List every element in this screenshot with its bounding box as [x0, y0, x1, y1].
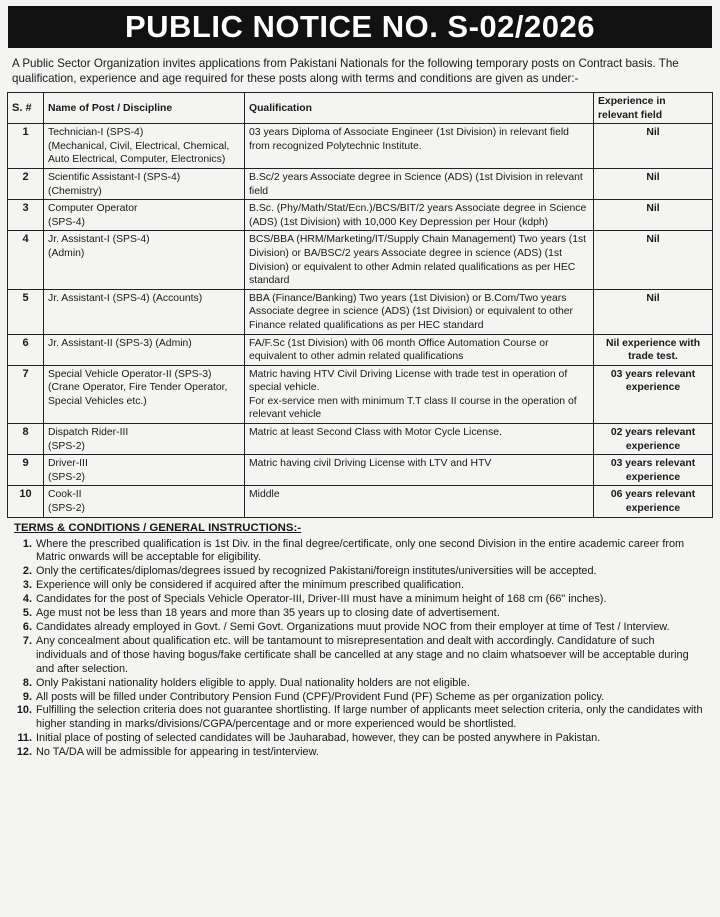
- table-row: [8, 124, 713, 169]
- row-post-discipline: (SPS-2): [48, 471, 85, 483]
- row-post-name-cell: [44, 365, 245, 423]
- terms-item: [14, 677, 708, 691]
- terms-item: [14, 579, 708, 593]
- terms-item-text: Experience will only be considered if acquired after the minimum prescribed qualification.: [36, 579, 464, 592]
- terms-item: [14, 607, 708, 621]
- row-sno: 3: [8, 200, 44, 231]
- table-row: [8, 200, 713, 231]
- terms-item-text: All posts will be filled under Contributory Pension Fund (CPF)/Provident Fund (PF) Scheme as per organization policy.: [36, 690, 605, 703]
- notice-title: PUBLIC NOTICE NO. S-02/2026: [8, 6, 712, 48]
- terms-item-text: Fulfilling the selection criteria does not guarantee shortlisting. If large number of applicants meet selection criteria, only the candidates with higher standing in marks/divisions/CGPA/percentage and or more experienced would be shortlisted.: [36, 704, 703, 731]
- terms-item-number: 7.: [22, 634, 32, 647]
- row-post-name-cell: [44, 231, 245, 289]
- terms-item-number: 10.: [16, 704, 32, 717]
- row-qualification-cell: [245, 168, 594, 199]
- row-post-discipline: (Mechanical, Civil, Electrical, Chemical, Auto Electrical, Computer, Electronics): [48, 140, 230, 166]
- terms-item-text: Where the prescribed qualification is 1st Div. in the final degree/certificate, only one second Division in the entire academic career from Matric onwards will be acceptable for eligibility.: [36, 537, 685, 564]
- row-qualification-cell: [245, 334, 594, 365]
- row-qualification: BCS/BBA (HRM/Marketing/IT/Supply Chain Management) Two years (1st Division) or BA/BSC/2 years Associate degree in science (ADS) (1st Division) or equivalent to other Admin related qualifications as per HEC standard: [249, 234, 587, 287]
- terms-item-text: Initial place of posting of selected candidates will be Jauharabad, however, they can be posted anywhere in Pakistan.: [36, 732, 601, 745]
- row-sno: 7: [8, 365, 44, 423]
- row-post-discipline: (Crane Operator, Fire Tender Operator, Special Vehicles etc.): [48, 382, 228, 407]
- row-sno: 9: [8, 455, 44, 486]
- row-qualification: BBA (Finance/Banking) Two years (1st Division) or B.Com/Two years Associate degree in science (ADS) (1st Division) or equivalent to other Finance related qualifications as per HEC standard: [249, 292, 573, 331]
- terms-item: [14, 565, 708, 579]
- terms-list: [14, 538, 708, 761]
- row-post-name-cell: [44, 486, 245, 517]
- row-sno: 5: [8, 289, 44, 334]
- row-sno: 4: [8, 231, 44, 289]
- row-experience: 03 years relevant experience: [594, 365, 713, 423]
- terms-item-number: 12.: [16, 746, 32, 759]
- row-post-name: Jr. Assistant-I (SPS-4) (Accounts): [48, 292, 203, 304]
- row-qualification: Matric having HTV Civil Driving License with trade test in operation of special vehicle.: [249, 368, 568, 394]
- row-qualification: FA/F.Sc (1st Division) with 06 month Office Automation Course or equivalent to other admin related qualifications: [249, 337, 549, 363]
- terms-item-number: 6.: [22, 620, 32, 633]
- row-post-discipline: (Admin): [48, 247, 85, 259]
- row-experience: Nil: [594, 168, 713, 199]
- terms-item-text: Only the certificates/diplomas/degrees issued by recognized Pakistani/foreign institutes/universities will be accepted.: [36, 565, 597, 578]
- table-row: [8, 486, 713, 517]
- terms-item: [14, 746, 708, 760]
- terms-item-text: No TA/DA will be admissible for appearing in test/interview.: [36, 746, 319, 759]
- row-post-discipline: (SPS-2): [48, 503, 85, 515]
- row-qualification-extra: For ex-service men with minimum T.T class II course in the operation of relevant vehicle: [249, 395, 577, 421]
- row-post-name: Driver-III: [48, 458, 88, 470]
- posts-table-body: [8, 124, 713, 517]
- terms-item-number: 11.: [17, 732, 32, 745]
- row-experience: Nil: [594, 200, 713, 231]
- row-post-name-cell: [44, 200, 245, 231]
- header-qualification: Qualification: [245, 93, 594, 124]
- terms-item-number: 3.: [22, 579, 32, 592]
- row-post-name-cell: [44, 289, 245, 334]
- terms-item-text: Candidates for the post of Specials Vehicle Operator-III, Driver-III must have a minimum height of 168 cm (66" inches).: [36, 593, 607, 606]
- row-post-discipline: (Chemistry): [48, 185, 102, 197]
- row-sno: 10: [8, 486, 44, 517]
- intro-paragraph: A Public Sector Organization invites applications from Pakistani Nationals for the following temporary posts on Contract basis. The qualification, experience and age required for these posts along with terms and conditions are given as under:-: [12, 57, 679, 85]
- row-sno: 8: [8, 424, 44, 455]
- terms-item: [14, 621, 708, 635]
- header-experience: Experience in relevant field: [594, 93, 713, 124]
- row-post-name: Cook-II: [48, 489, 82, 501]
- posts-table: [7, 92, 713, 518]
- row-experience: 03 years relevant experience: [594, 455, 713, 486]
- row-post-name: Computer Operator: [48, 203, 138, 215]
- terms-item-number: 8.: [22, 676, 32, 689]
- row-experience: 02 years relevant experience: [594, 424, 713, 455]
- row-experience: Nil: [594, 289, 713, 334]
- row-post-name-cell: [44, 424, 245, 455]
- row-experience: Nil: [594, 124, 713, 169]
- row-post-name: Scientific Assistant-I (SPS-4): [48, 171, 181, 183]
- row-qualification-cell: [245, 231, 594, 289]
- row-qualification-cell: [245, 289, 594, 334]
- row-qualification: B.Sc. (Phy/Math/Stat/Ecn.)/BCS/BIT/2 years Associate degree in Science (ADS) (1st Division) with 10,000 Key Depression per Hour (kdph): [249, 203, 587, 228]
- terms-item-number: 4.: [22, 593, 32, 606]
- row-sno: 1: [8, 124, 44, 169]
- row-qualification: Matric at least Second Class with Motor Cycle License.: [249, 427, 502, 439]
- terms-item: [14, 538, 708, 566]
- terms-item: [14, 704, 708, 732]
- row-post-name: Jr. Assistant-I (SPS-4): [48, 234, 150, 246]
- terms-item: [14, 691, 708, 705]
- table-header-row: [8, 93, 713, 124]
- row-post-name: Dispatch Rider-III: [48, 427, 129, 439]
- terms-item-number: 2.: [22, 565, 32, 578]
- row-post-name: Special Vehicle Operator-II (SPS-3): [48, 368, 212, 380]
- terms-item-text: Only Pakistani nationality holders eligible to apply. Dual nationality holders are not eligible.: [36, 676, 470, 689]
- table-row: [8, 424, 713, 455]
- table-row: [8, 334, 713, 365]
- row-post-name-cell: [44, 124, 245, 169]
- row-qualification-cell: [245, 486, 594, 517]
- table-row: [8, 231, 713, 289]
- terms-item-number: 1.: [22, 537, 32, 550]
- row-qualification-cell: [245, 124, 594, 169]
- row-qualification-cell: [245, 455, 594, 486]
- table-row: [8, 168, 713, 199]
- row-post-name: Technician-I (SPS-4): [48, 127, 144, 139]
- terms-item: [14, 732, 708, 746]
- terms-item: [14, 593, 708, 607]
- row-experience: 06 years relevant experience: [594, 486, 713, 517]
- row-sno: 6: [8, 334, 44, 365]
- terms-item: [14, 635, 708, 677]
- row-qualification-cell: [245, 424, 594, 455]
- terms-item-text: Candidates already employed in Govt. / Semi Govt. Organizations muut provide NOC from their employer at time of Test / Interview.: [36, 620, 670, 633]
- row-qualification-cell: [245, 200, 594, 231]
- row-sno: 2: [8, 168, 44, 199]
- terms-heading: TERMS & CONDITIONS / GENERAL INSTRUCTIONS:-: [14, 521, 302, 534]
- row-post-name: Jr. Assistant-II (SPS-3) (Admin): [48, 337, 192, 349]
- row-post-name-cell: [44, 168, 245, 199]
- terms-item-text: Age must not be less than 18 years and more than 35 years up to closing date of advertisement.: [36, 607, 500, 620]
- row-qualification-cell: [245, 365, 594, 423]
- row-qualification: B.Sc/2 years Associate degree in Science (ADS) (1st Division in relevant field: [249, 171, 583, 197]
- table-row: [8, 365, 713, 423]
- table-row: [8, 455, 713, 486]
- terms-item-number: 5.: [22, 607, 32, 620]
- terms-item-number: 9.: [22, 690, 32, 703]
- header-post-name: Name of Post / Discipline: [44, 93, 245, 124]
- row-qualification: Middle: [249, 489, 280, 501]
- terms-item-text: Any concealment about qualification etc. will be tantamount to misrepresentation and dealt with accordingly. Candidature of such individuals and of those having bogus/fake certificate shall be cancelled at any stage and no claim whatsoever will be acceptable during and after selection.: [36, 634, 689, 675]
- table-row: [8, 289, 713, 334]
- row-experience: Nil experience with trade test.: [594, 334, 713, 365]
- row-experience: Nil: [594, 231, 713, 289]
- row-post-discipline: (SPS-2): [48, 440, 85, 452]
- row-post-name-cell: [44, 334, 245, 365]
- row-qualification: Matric having civil Driving License with LTV and HTV: [249, 458, 492, 470]
- row-post-discipline: (SPS-4): [48, 216, 85, 228]
- terms-section: [6, 518, 714, 760]
- header-sno: S. #: [8, 93, 44, 124]
- row-qualification: 03 years Diploma of Associate Engineer (1st Division) in relevant field from recognized Polytechnic Institute.: [249, 127, 569, 152]
- row-post-name-cell: [44, 455, 245, 486]
